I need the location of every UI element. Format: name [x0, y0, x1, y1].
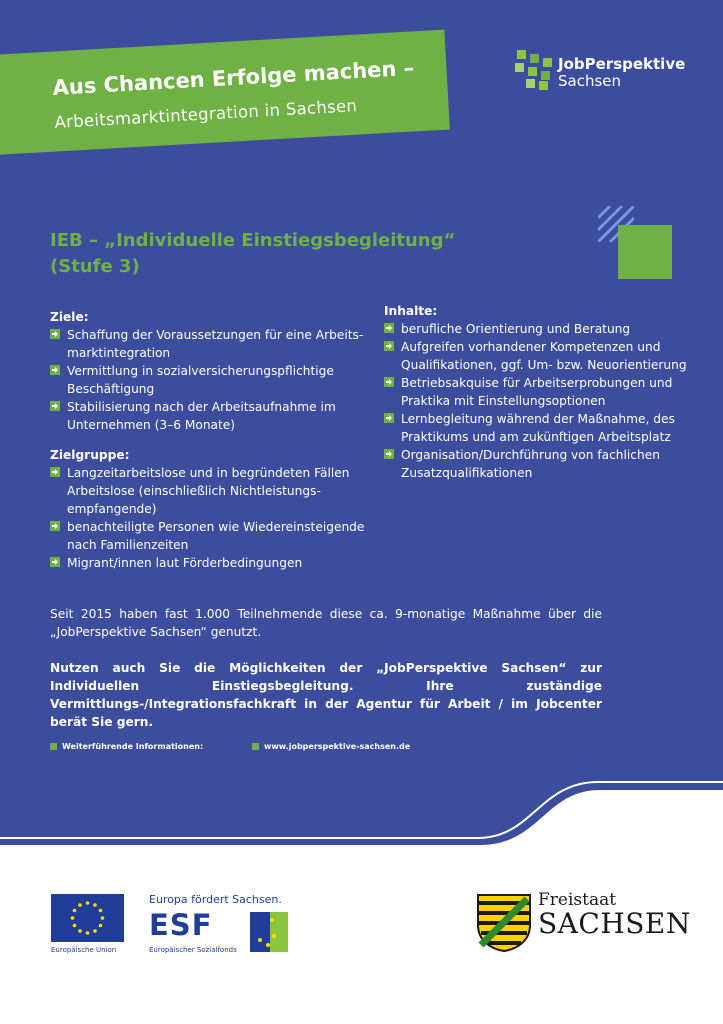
logo-text	[558, 56, 685, 90]
arrow-bullet-icon	[50, 521, 60, 531]
logo-line1: JobPerspektive	[558, 55, 686, 73]
link-arrow-icon	[252, 743, 259, 750]
call-to-action-paragraph: Nutzen auch Sie die Möglichkeiten der „JobPerspektive Sachsen“ zur Individuellen Einstiegsbegleitung. Ihre zuständige Vermittlungs-/Integrationsfachkraft in der Agentur für Arbeit / im Jobcenter berät Sie gern.	[50, 661, 602, 729]
arrow-bullet-icon	[384, 413, 394, 423]
list-item: Schaffung der Voraussetzungen für eine Arbeits-marktintegration	[50, 326, 370, 362]
esf-title: Europa fördert Sachsen.	[149, 893, 282, 906]
esf-flag-icon	[250, 912, 288, 952]
banner-subtitle: Arbeitsmarktintegration in Sachsen	[54, 96, 358, 132]
info-label: Weiterführende Informationen:	[50, 742, 203, 751]
freistaat-line1: Freistaat	[538, 890, 617, 910]
jobperspektive-logo-icon	[513, 48, 555, 90]
arrow-bullet-icon	[50, 401, 60, 411]
list-item: Betriebsakquise für Arbeitserprobungen und Praktika mit Einstellungsoptionen	[384, 374, 704, 410]
ziele-title: Ziele:	[50, 310, 89, 324]
info-paragraph: Seit 2015 haben fast 1.000 Teilnehmende diese ca. 9-monatige Maßnahme über die „JobPerspektive Sachsen“ genutzt.	[50, 607, 602, 639]
list-item: Organisation/Durchführung von fachlichen Zusatzqualifikationen	[384, 446, 704, 482]
list-item: Aufgreifen vorhandener Kompetenzen und Qualifikationen, ggf. Um- bzw. Neuorientierung	[384, 338, 704, 374]
logo-line2: Sachsen	[558, 72, 622, 90]
arrow-bullet-icon	[384, 377, 394, 387]
page-heading	[50, 228, 455, 280]
freistaat-sachsen-wordmark	[538, 891, 691, 939]
green-square-decoration	[618, 225, 672, 279]
list-item: Vermittlung in sozialversicherungspflichtige Beschäftigung	[50, 362, 370, 398]
left-column	[50, 308, 370, 572]
website-link[interactable]: www.jobperspektive-sachsen.de	[252, 742, 410, 751]
arrow-bullet-icon	[50, 467, 60, 477]
freistaat-line2: SACHSEN	[538, 907, 691, 940]
list-item: Stabilisierung nach der Arbeitsaufnahme im Unternehmen (3–6 Monate)	[50, 398, 370, 434]
list-item: benachteiligte Personen wie Wiedereinsteigende nach Familienzeiten	[50, 518, 370, 554]
banner-title: Aus Chancen Erfolge machen –	[52, 55, 415, 100]
eu-label: Europäische Union	[51, 946, 117, 954]
zielgruppe-list	[50, 464, 370, 572]
list-item: Langzeitarbeitslose und in begründeten Fällen Arbeitslose (einschließlich Nichtleistungs-empfangende)	[50, 464, 370, 518]
arrow-bullet-icon	[50, 329, 60, 339]
list-item: berufliche Orientierung und Beratung	[384, 320, 704, 338]
arrow-bullet-icon	[384, 323, 394, 333]
list-item: Migrant/innen laut Förderbedingungen	[50, 554, 370, 572]
arrow-bullet-icon	[50, 743, 57, 750]
right-column	[384, 302, 704, 482]
inhalte-list	[384, 320, 704, 482]
inhalte-title: Inhalte:	[384, 304, 438, 318]
heading-line2: (Stufe 3)	[50, 256, 140, 277]
arrow-bullet-icon	[384, 449, 394, 459]
list-item: Lernbegleitung während der Maßnahme, des Praktikums und am zukünftigen Arbeitsplatz	[384, 410, 704, 446]
ziele-list	[50, 326, 370, 434]
wave-decoration	[0, 760, 723, 860]
saxony-coat-of-arms-icon	[475, 893, 533, 953]
arrow-bullet-icon	[384, 341, 394, 351]
eu-flag-icon	[51, 894, 124, 942]
esf-label: Europäischer Sozialfonds	[149, 946, 237, 954]
heading-line1: IEB – „Individuelle Einstiegsbegleitung“	[50, 230, 456, 251]
arrow-bullet-icon	[50, 365, 60, 375]
arrow-bullet-icon	[50, 557, 60, 567]
esf-logo: ESF	[149, 908, 213, 942]
zielgruppe-title: Zielgruppe:	[50, 448, 130, 462]
